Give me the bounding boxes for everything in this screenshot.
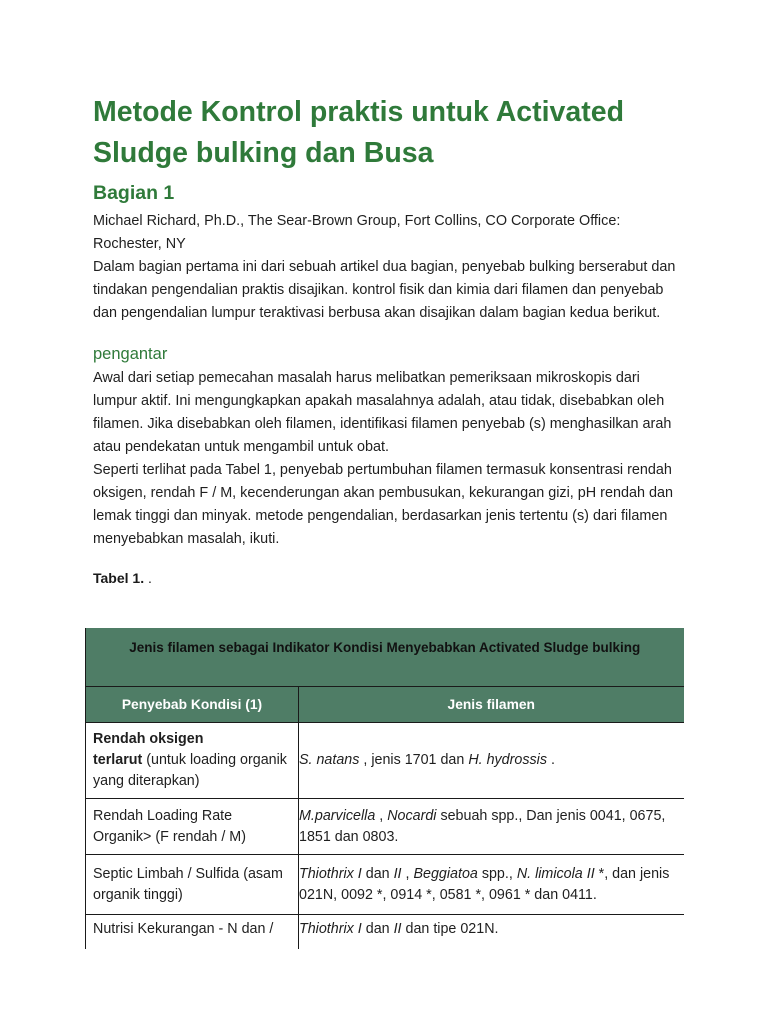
filament-text: dan	[361, 921, 394, 937]
filament-text: , jenis 1701 dan	[359, 752, 469, 768]
filament-italic: Beggiatoa	[413, 865, 478, 882]
filament-text: .	[546, 752, 555, 768]
table-row	[86, 723, 684, 799]
paragraph-1: Awal dari setiap pemecahan masalah harus melibatkan pemeriksaan mikroskopis dari lumpur aktif. Ini mengungkapkan apakah masalahnya adalah, atau tidak, disebabkan oleh filamen. Jika disebabkan oleh filamen, identifikasi filamen penyebab (s) menghasilkan arah atau pendekatan untuk mengambil untuk obat.	[93, 370, 672, 455]
filament-italic: N. limicola II	[516, 865, 595, 882]
intro-paragraph: Dalam bagian pertama ini dari sebuah artikel dua bagian, penyebab bulking berserabut dan tindakan pengendalian praktis disajikan. kontrol fisik dan kimia dari filamen dan penyebab dan pengendalian lumpur teraktivasi berbusa akan disajikan dalam bagian kedua berikut.	[93, 259, 676, 321]
filament-italic: Nocardi	[387, 807, 437, 824]
filament-italic: H. hydrossis	[468, 752, 547, 768]
cause-bold-a: Rendah oksigen	[93, 731, 204, 747]
filament-italic: II	[393, 921, 402, 937]
table-row	[86, 799, 684, 855]
cause-cell	[86, 723, 299, 799]
cause-rest: (untuk loading organik yang diterapkan)	[93, 752, 287, 789]
author-line: Michael Richard, Ph.D., The Sear-Brown Group, Fort Collins, CO Corporate Office: Rochester, NY	[93, 213, 621, 252]
filament-italic: Thiothrix I	[299, 921, 362, 937]
filament-text: ,	[401, 865, 414, 882]
table-caption-rest: .	[144, 570, 152, 586]
filament-text: spp.,	[477, 865, 517, 882]
filament-cell	[299, 915, 684, 950]
filament-italic: M.parvicella	[299, 807, 376, 824]
table-caption	[93, 567, 683, 589]
column-header-filament: Jenis filamen	[299, 687, 684, 723]
filament-text: *, dan jenis 021N, 0092 *, 0914 *, 0581 *, 0961 * dan 0411.	[299, 865, 670, 903]
table-caption-label: Tabel 1.	[93, 570, 145, 586]
cause-cell: Septic Limbah / Sulfida (asam organik tinggi)	[86, 855, 299, 915]
cause-bold-b: terlarut	[93, 752, 143, 768]
filament-italic: II	[393, 865, 402, 882]
filament-text: ,	[375, 807, 388, 824]
part-heading: Bagian 1	[93, 182, 175, 204]
article-title: Metode Kontrol praktis untuk Activated Sludge bulking dan Busa	[93, 96, 624, 169]
cause-cell: Nutrisi Kekurangan - N dan /	[86, 915, 299, 950]
article-body	[93, 92, 683, 603]
filament-text: dan	[361, 865, 394, 882]
filament-text: dan tipe 021N.	[401, 921, 499, 937]
filament-italic: S. natans	[299, 752, 360, 768]
filament-cell	[299, 855, 684, 915]
table-title: Jenis filamen sebagai Indikator Kondisi Menyebabkan Activated Sludge bulking	[86, 628, 684, 687]
column-header-cause: Penyebab Kondisi (1)	[86, 687, 299, 723]
filament-cell	[299, 799, 684, 855]
filament-cell	[299, 723, 684, 799]
cause-cell: Rendah Loading Rate Organik> (F rendah / M)	[86, 799, 299, 855]
filament-table	[85, 628, 683, 949]
table-row	[86, 855, 684, 915]
paragraph-2: Seperti terlihat pada Tabel 1, penyebab pertumbuhan filamen termasuk konsentrasi rendah oksigen, rendah F / M, kecenderungan akan pembusukan, kekurangan gizi, pH rendah dan lemak tinggi dan minyak. metode pengendalian, berdasarkan jenis tertentu (s) dari filamen menyebabkan masalah, ikuti.	[93, 462, 673, 547]
filament-text: sebuah spp., Dan jenis 0041, 0675, 1851 dan 0803.	[299, 807, 666, 845]
filament-italic: Thiothrix I	[299, 865, 362, 882]
table-row	[86, 915, 684, 950]
section-heading: pengantar	[93, 345, 168, 363]
table-header-row	[86, 687, 684, 723]
